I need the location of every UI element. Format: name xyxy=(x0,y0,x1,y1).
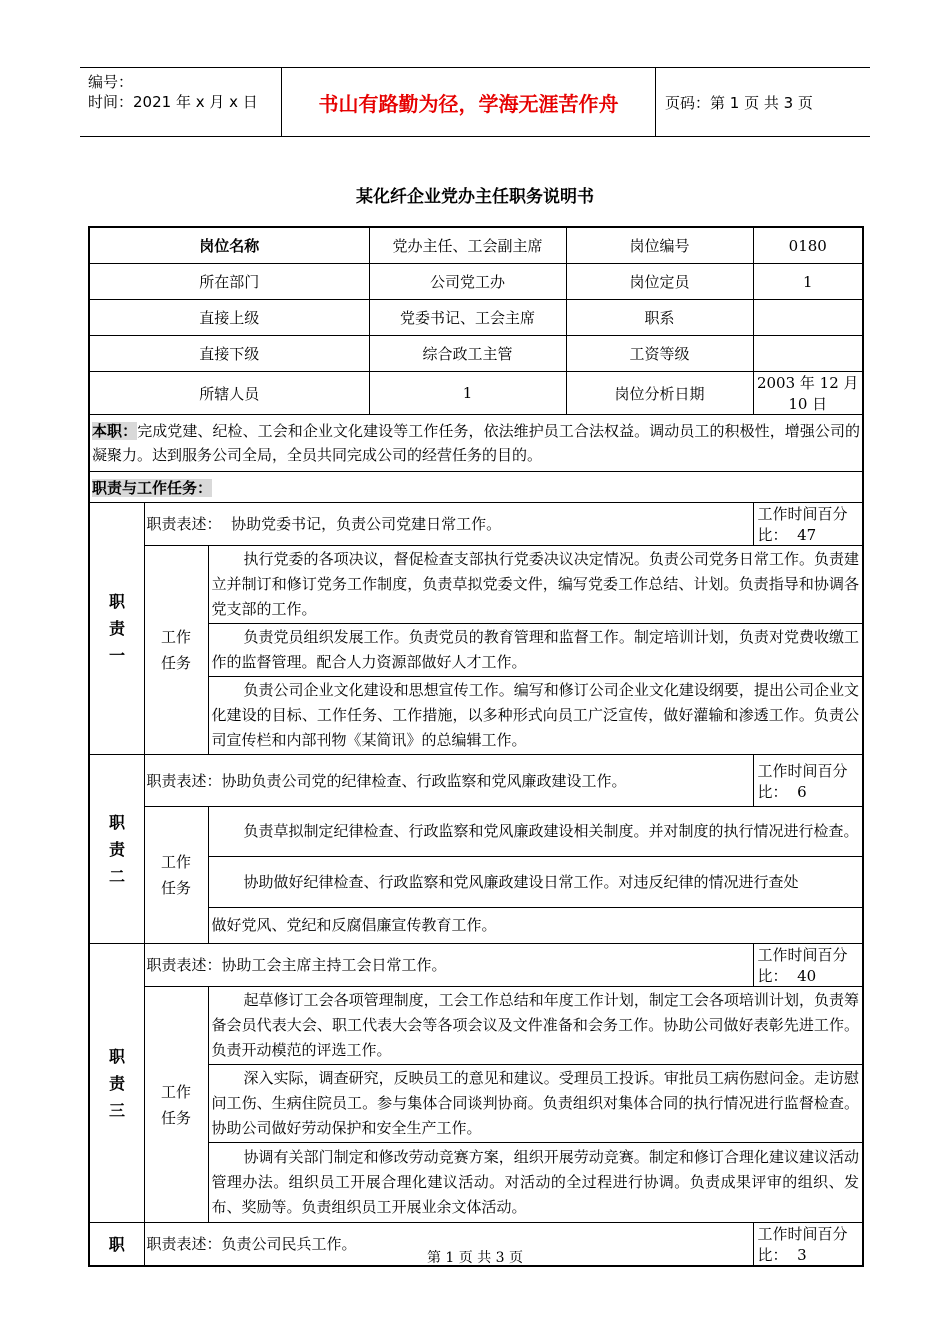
slogan: 书山有路勤为径，学海无涯苦作舟 xyxy=(281,68,656,136)
duty-label: 职责三 xyxy=(89,944,144,1223)
info-label: 职系 xyxy=(566,300,753,336)
duty-desc-row xyxy=(89,503,863,546)
task-item: 做好党风、党纪和反腐倡廉宣传教育工作。 xyxy=(208,908,863,944)
date-text: 时间：2021 年 x 月 x 日 xyxy=(88,93,258,111)
page-indicator: 页码：第 1 页 共 3 页 xyxy=(665,93,813,112)
duty-desc-label: 职责表述： xyxy=(146,956,222,974)
summary-label: 本职： xyxy=(92,422,138,440)
duty-desc-text: 协助负责公司党的纪律检查、行政监察和党风廉政建设工作。 xyxy=(221,771,627,790)
info-label: 直接上级 xyxy=(89,300,369,336)
summary-text: 完成党建、纪检、工会和企业文化建设等工作任务，依法维护员工合法权益。调动员工的积极性，增强公司的凝聚力。达到服务公司全局，全员共同完成公司的经营任务的目的。 xyxy=(92,422,860,464)
duty-label: 职责一 xyxy=(89,503,144,755)
task-item: 协调有关部门制定和修改劳动竞赛方案，组织开展劳动竞赛。制定和修订合理化建议建议活动管理办法。组织员工开展合理化建议活动。对活动的全过程进行协调。负责成果评审的组织、发布、奖励等。负责组织员工开展业余文体活动。 xyxy=(208,1143,863,1223)
info-row xyxy=(89,300,863,336)
duty-desc-label: 职责表述： xyxy=(146,1235,222,1253)
section-label: 职责与工作任务： xyxy=(92,478,213,497)
task-item: 执行党委的各项决议，督促检查支部执行党委决议决定情况。负责公司党务日常工作。负责建立并制订和修订党务工作制度，负责草拟党委文件，编写党委工作总结、计划。负责指导和协调各党支部的工作。 xyxy=(208,546,863,624)
task-label: 工作任务 xyxy=(144,546,208,755)
section-header-row xyxy=(89,472,863,503)
info-row xyxy=(89,372,863,415)
duty-label: 职责二 xyxy=(89,755,144,944)
info-label: 所辖人员 xyxy=(89,372,369,415)
info-label: 岗位分析日期 xyxy=(566,372,753,415)
summary-cell xyxy=(89,415,863,472)
task-item: 深入实际，调查研究，反映员工的意见和建议。受理员工投诉。审批员工病伤慰问金。走访慰问工伤、生病住院员工。参与集体合同谈判协商。负责组织对集体合同的执行情况进行监督检查。协助公司做好劳动保护和安全生产工作。 xyxy=(208,1065,863,1143)
duty-desc-label: 职责表述： xyxy=(146,771,222,790)
info-label: 岗位定员 xyxy=(566,264,753,300)
duty-desc-label: 职责表述： xyxy=(146,515,222,533)
time-percent-label: 工作时间百分比： xyxy=(757,1225,848,1264)
duty-desc-row xyxy=(89,944,863,987)
summary-row xyxy=(89,415,863,472)
duty-desc-row xyxy=(89,755,863,807)
task-item: 协助做好纪律检查、行政监察和党风廉政建设日常工作。对违反纪律的情况进行查处 xyxy=(208,857,863,908)
info-label: 工资等级 xyxy=(566,336,753,372)
code-label: 编号： xyxy=(88,73,134,91)
time-percent-label: 工作时间百分比： xyxy=(757,505,848,544)
time-percent-value: 3 xyxy=(797,1246,807,1264)
task-label: 工作任务 xyxy=(144,807,208,944)
time-percent xyxy=(753,503,863,546)
time-percent-label: 工作时间百分比： xyxy=(757,761,848,801)
duty-description xyxy=(144,944,753,987)
task-item: 负责党员组织发展工作。负责党员的教育管理和监督工作。制定培训计划，负责对党费收缴工作的监督管理。配合人力资源部做好人才工作。 xyxy=(208,624,863,677)
page-header xyxy=(80,67,870,137)
info-value xyxy=(753,336,863,372)
task-row xyxy=(89,546,863,624)
section-header-cell xyxy=(89,472,863,503)
info-value: 党办主任、工会副主席 xyxy=(369,227,566,264)
info-value: 公司党工办 xyxy=(369,264,566,300)
task-item: 起草修订工会各项管理制度，工会工作总结和年度工作计划，制定工会各项培训计划，负责筹备会员代表大会、职工代表大会等各项会议及文件准备和会务工作。协助公司做好表彰先进工作。负责开动模范的评选工作。 xyxy=(208,987,863,1065)
document-title: 某化纤企业党办主任职务说明书 xyxy=(356,187,594,207)
info-value xyxy=(753,300,863,336)
info-label: 直接下级 xyxy=(89,336,369,372)
info-row xyxy=(89,264,863,300)
time-percent xyxy=(753,944,863,987)
info-row xyxy=(89,227,863,264)
info-value: 综合政工主管 xyxy=(369,336,566,372)
time-percent-value: 40 xyxy=(797,967,817,985)
page-footer: 第 1 页 共 3 页 xyxy=(426,1250,524,1266)
header-meta xyxy=(88,72,278,132)
info-value: 党委书记、工会主席 xyxy=(369,300,566,336)
info-label: 岗位名称 xyxy=(89,227,369,264)
task-label: 工作任务 xyxy=(144,987,208,1223)
duty-description xyxy=(144,503,753,546)
info-row xyxy=(89,336,863,372)
task-row xyxy=(89,987,863,1065)
info-value: 0180 xyxy=(753,227,863,264)
time-percent-value: 6 xyxy=(797,782,807,801)
info-value: 2003 年 12 月 10 日 xyxy=(753,372,863,415)
duty-desc-text: 负责公司民兵工作。 xyxy=(221,1235,357,1253)
info-label: 岗位编号 xyxy=(566,227,753,264)
info-value: 1 xyxy=(369,372,566,415)
duty-label: 职 xyxy=(89,1223,144,1267)
info-label: 所在部门 xyxy=(89,264,369,300)
task-item: 负责草拟制定纪律检查、行政监察和党风廉政建设相关制度。并对制度的执行情况进行检查。 xyxy=(208,807,863,857)
duty-description xyxy=(144,755,753,807)
info-value: 1 xyxy=(753,264,863,300)
job-description-table xyxy=(88,226,864,1267)
time-percent-value: 47 xyxy=(797,526,817,544)
time-percent-label: 工作时间百分比： xyxy=(757,946,848,985)
task-item: 负责公司企业文化建设和思想宣传工作。编写和修订公司企业文化建设纲要，提出公司企业文化建设的目标、工作任务、工作措施，以多种形式向员工广泛宣传，做好灌输和渗透工作。负责公司宣传栏和内部刊物《某简讯》的总编辑工作。 xyxy=(208,677,863,755)
duty-desc-text: 协助工会主席主持工会日常工作。 xyxy=(221,956,447,974)
time-percent xyxy=(753,755,863,807)
task-row xyxy=(89,807,863,857)
duty-desc-text: 协助党委书记，负责公司党建日常工作。 xyxy=(231,515,502,533)
